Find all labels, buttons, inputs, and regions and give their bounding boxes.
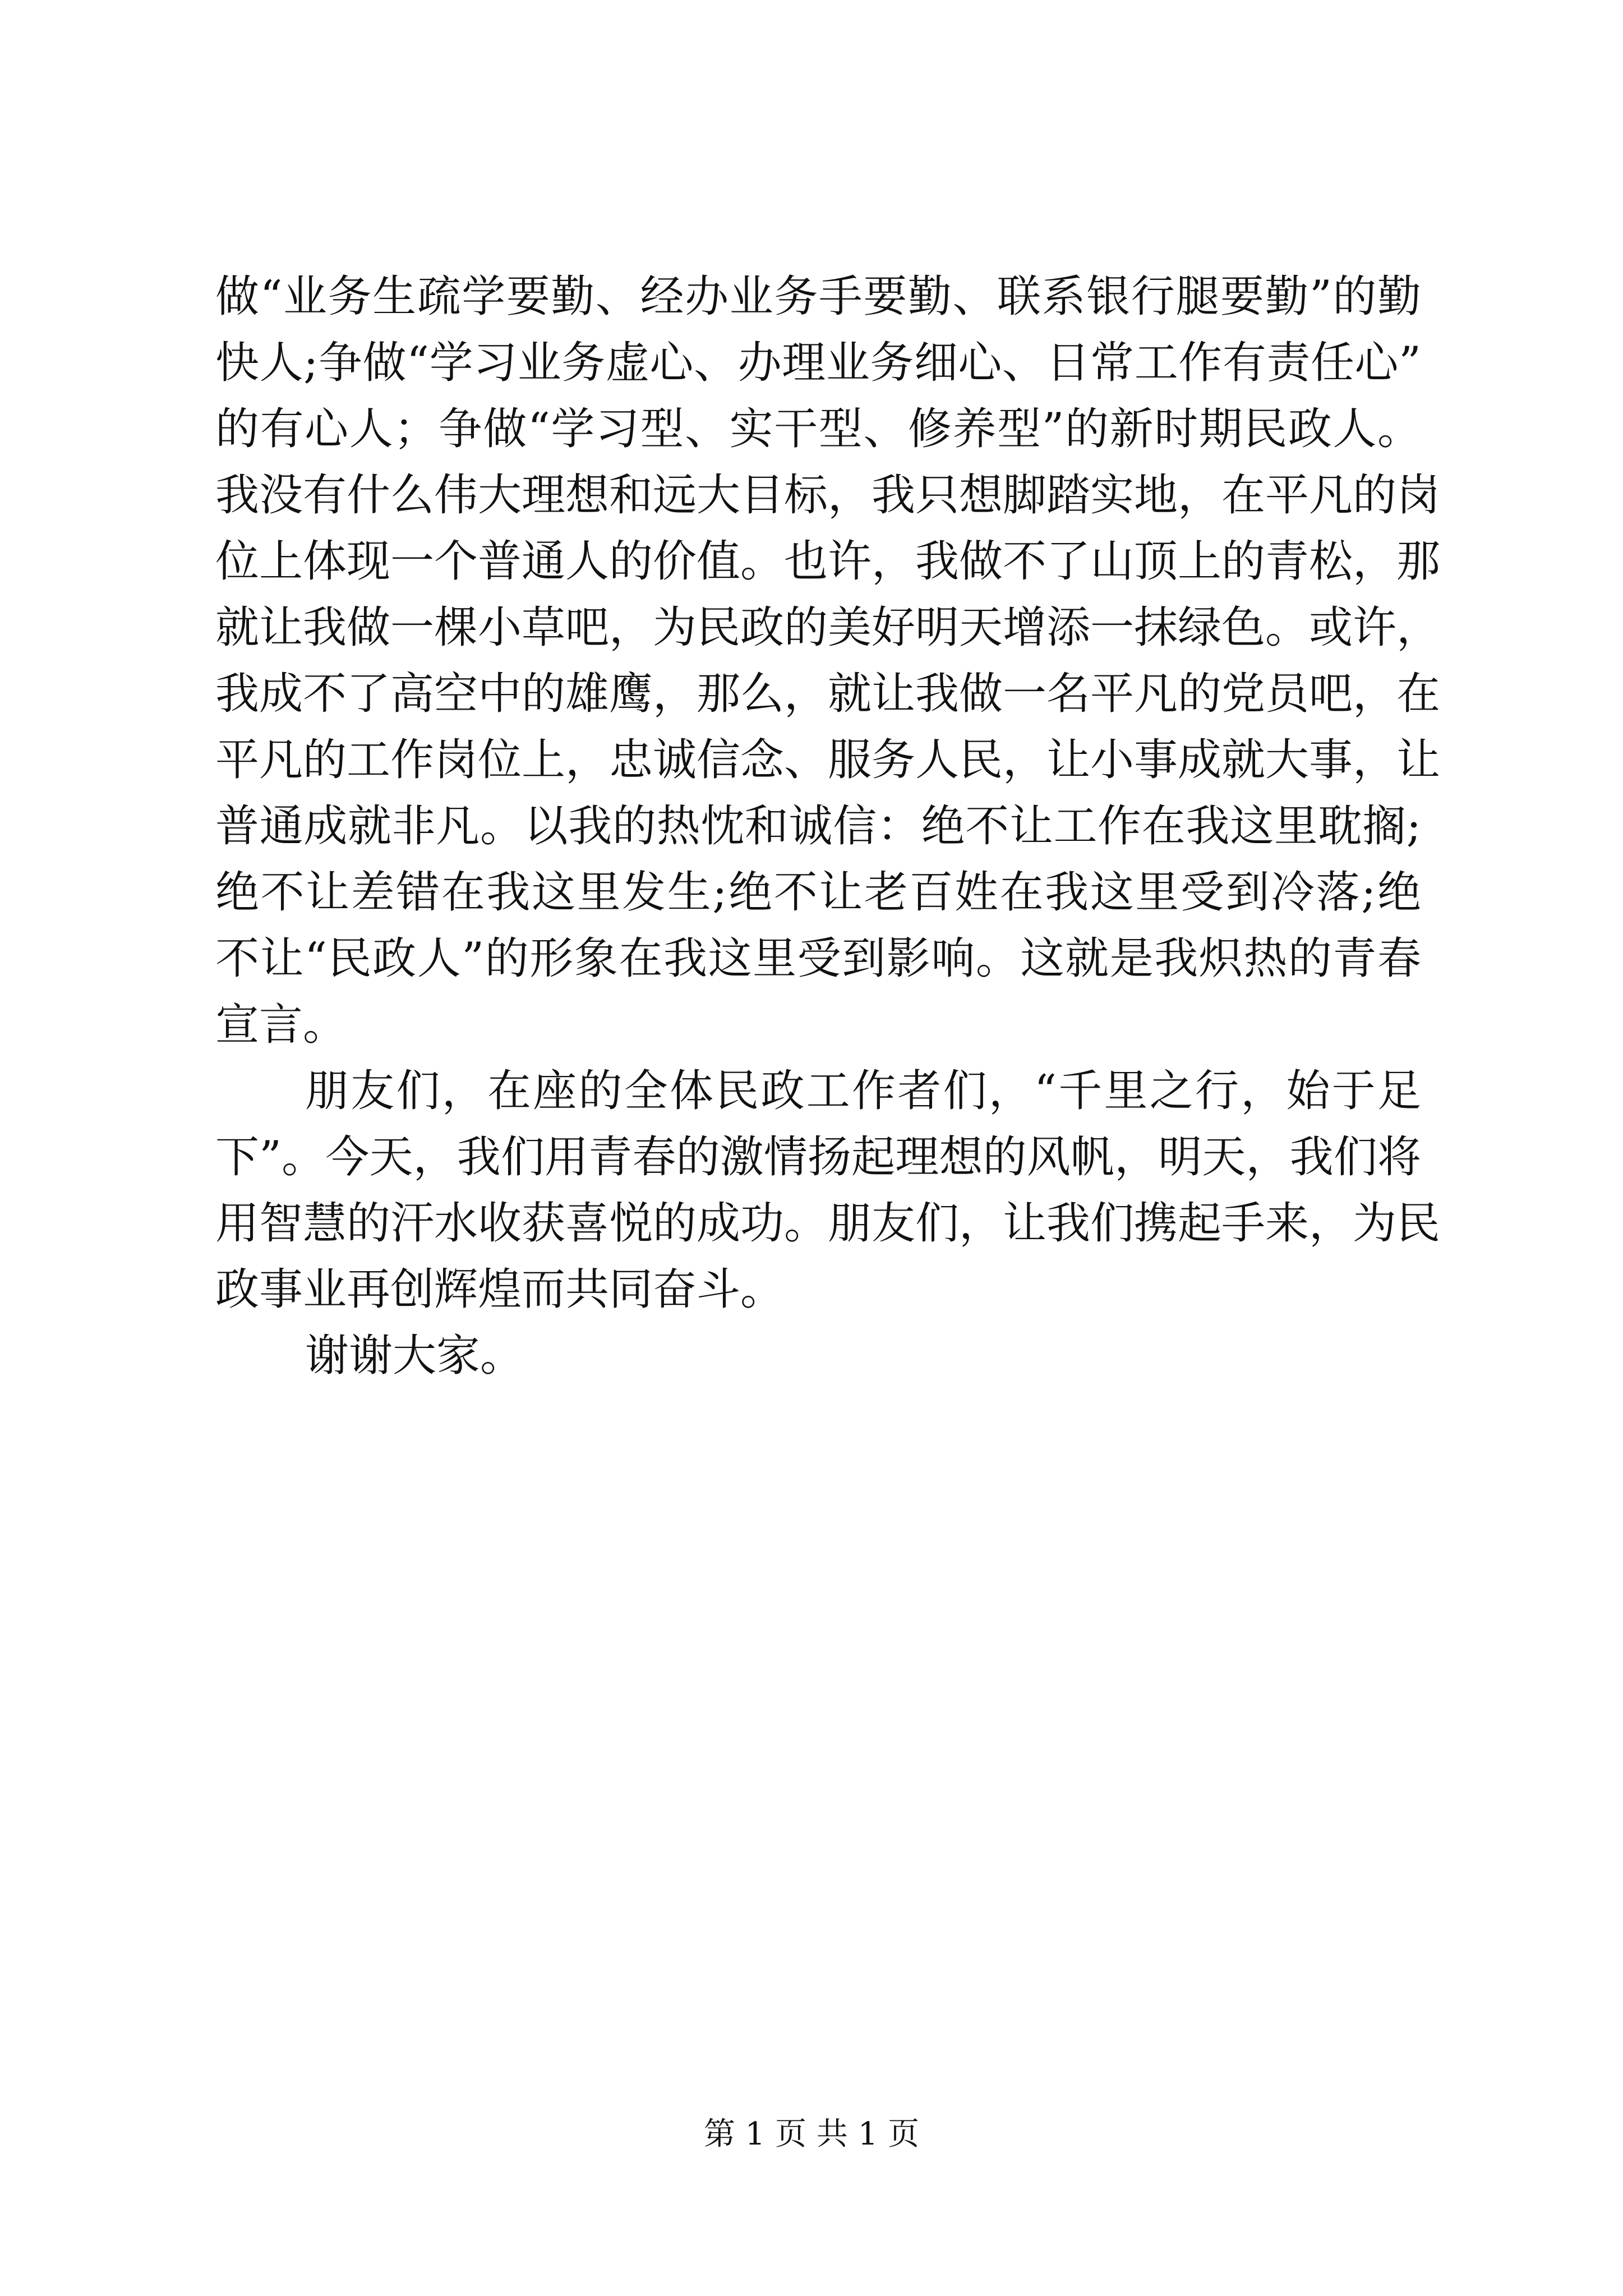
text-line: 不让“民政人”的形象在我这里受到影响。这就是我炽热的青春 [215, 933, 1421, 984]
text-line: 平凡的工作岗位上，忠诚信念、服务人民，让小事成就大事，让 [215, 735, 1441, 785]
text-line: 我成不了高空中的雄鹰，那么，就让我做一名平凡的党员吧，在 [215, 669, 1441, 719]
document-body [215, 264, 1441, 1389]
text-line: 普通成就非凡。以我的热忱和诚信：绝不让工作在我这里耽搁; [215, 801, 1421, 852]
text-line: 绝不让差错在我这里发生;绝不让老百姓在我这里受到冷落;绝 [215, 867, 1421, 918]
page-footer [0, 2115, 1623, 2154]
text-line: 快人;争做“学习业务虚心、办理业务细心、日常工作有责任心” [215, 338, 1421, 388]
text-line: 我没有什么伟大理想和远大目标，我只想脚踏实地，在平凡的岗 [215, 470, 1441, 521]
text-line: 位上体现一个普通人的价值。也许，我做不了山顶上的青松，那 [215, 536, 1441, 587]
text-line: 朋友们，在座的全体民政工作者们，“千里之行，始于足 [305, 1066, 1421, 1116]
page-number-label: 第 1 页 共 1 页 [703, 2116, 920, 2152]
text-line: 下”。今天，我们用青春的激情扬起理想的风帆，明天，我们将 [215, 1132, 1421, 1182]
text-line: 谢谢大家。 [305, 1331, 524, 1381]
text-line: 政事业再创辉煌而共同奋斗。 [215, 1264, 785, 1315]
text-line: 做“业务生疏学要勤、经办业务手要勤、联系银行腿要勤”的勤 [215, 272, 1421, 322]
text-line: 的有心人；争做“学习型、实干型、修养型”的新时期民政人。 [215, 404, 1421, 454]
text-line: 用智慧的汗水收获喜悦的成功。朋友们，让我们携起手来，为民 [215, 1198, 1441, 1249]
text-line: 就让我做一棵小草吧，为民政的美好明天增添一抹绿色。或许， [215, 602, 1441, 653]
text-line: 宣言。 [215, 1000, 347, 1050]
